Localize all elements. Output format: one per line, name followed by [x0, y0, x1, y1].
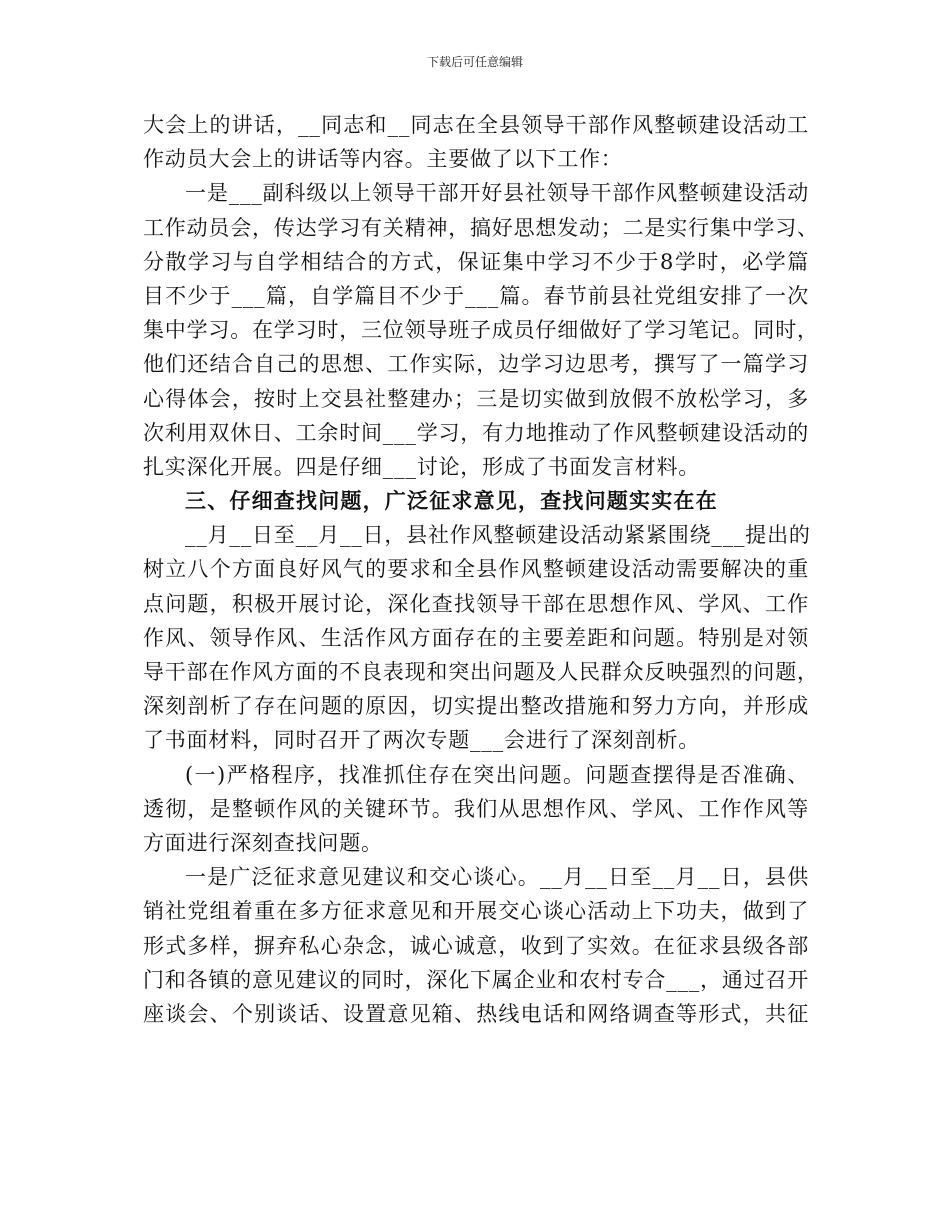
paragraph-start-line: 一是广泛征求意见建议和交心谈心。__月__日至__月__日，县供	[185, 865, 809, 890]
text-line: 大会上的讲话，__同志和__同志在全县领导干部作风整顿建设活动工	[143, 113, 809, 137]
text-line: 深刻剖析了存在问题的原因，切实提出整改措施和努力方向，并形成	[143, 694, 809, 719]
text-line: 导干部在作风方面的不良表现和突出问题及人民群众反映强烈的问题，	[143, 660, 819, 684]
text-line: 作风、领导作风、生活作风方面存在的主要差距和问题。特别是对领	[143, 625, 809, 650]
paragraph-start-line: __月__日至__月__日，县社作风整顿建设活动紧紧围绕___提出的	[185, 523, 811, 548]
text-line: 形式多样，摒弃私心杂念，诚心诚意，收到了实效。在征求县级各部	[143, 933, 809, 958]
text-line: 了书面材料，同时召开了两次专题___会进行了深刻剖析。	[143, 728, 701, 753]
text-line: 销社党组着重在多方征求意见和开展交心谈心活动上下功夫，做到了	[143, 899, 809, 924]
paragraph-start-line: 一是___副科级以上领导干部开好县社领导干部作风整顿建设活动	[185, 181, 809, 206]
text-line: 目不少于___篇，自学篇目不少于___篇。春节前县社党组安排了一次	[143, 283, 809, 308]
document-body	[143, 108, 819, 1031]
section-heading: 三、仔细查找问题，广泛征求意见，查找问题实实在在	[185, 488, 718, 514]
text-line: 工作动员会，传达学习有关精神，搞好思想发动；二是实行集中学习、	[143, 215, 819, 240]
text-line: 透彻，是整顿作风的关键环节。我们从思想作风、学风、工作作风等	[143, 796, 809, 821]
text-line: 心得体会，按时上交县社整建办；三是切实做到放假不放松学习，多	[143, 386, 809, 411]
text-line: 次利用双休日、工余时间___学习，有力地推动了作风整顿建设活动的	[143, 420, 810, 445]
text-line: 树立八个方面良好风气的要求和全县作风整顿建设活动需要解决的重	[143, 557, 809, 582]
page-header: 下载后可任意编辑	[426, 55, 523, 69]
text-line: 他们还结合自己的思想、工作实际，边学习边思考，撰写了一篇学习	[143, 352, 809, 377]
text-line: 门和各镇的意见建议的同时，深化下属企业和农村专合___，通过召开	[143, 967, 810, 992]
text-line: 作动员大会上的讲话等内容。主要做了以下工作：	[143, 147, 623, 172]
text-line: 座谈会、个别谈话、设置意见箱、热线电话和网络调查等形式，共征	[143, 1001, 809, 1026]
text-line: 点问题，积极开展讨论，深化查找领导干部在思想作风、学风、工作	[143, 591, 809, 616]
text-line: 扎实深化开展。四是仔细___讨论，形成了书面发言材料。	[143, 454, 701, 479]
paragraph-start-line: (一)严格程序，找准抓住存在突出问题。问题查摆得是否准确、	[185, 762, 809, 787]
text-line: 集中学习。在学习时，三位领导班子成员仔细做好了学习笔记。同时，	[143, 318, 819, 343]
text-line: 分散学习与自学相结合的方式，保证集中学习不少于8学时，必学篇	[143, 249, 809, 274]
text-line: 方面进行深刻查找问题。	[143, 830, 383, 855]
